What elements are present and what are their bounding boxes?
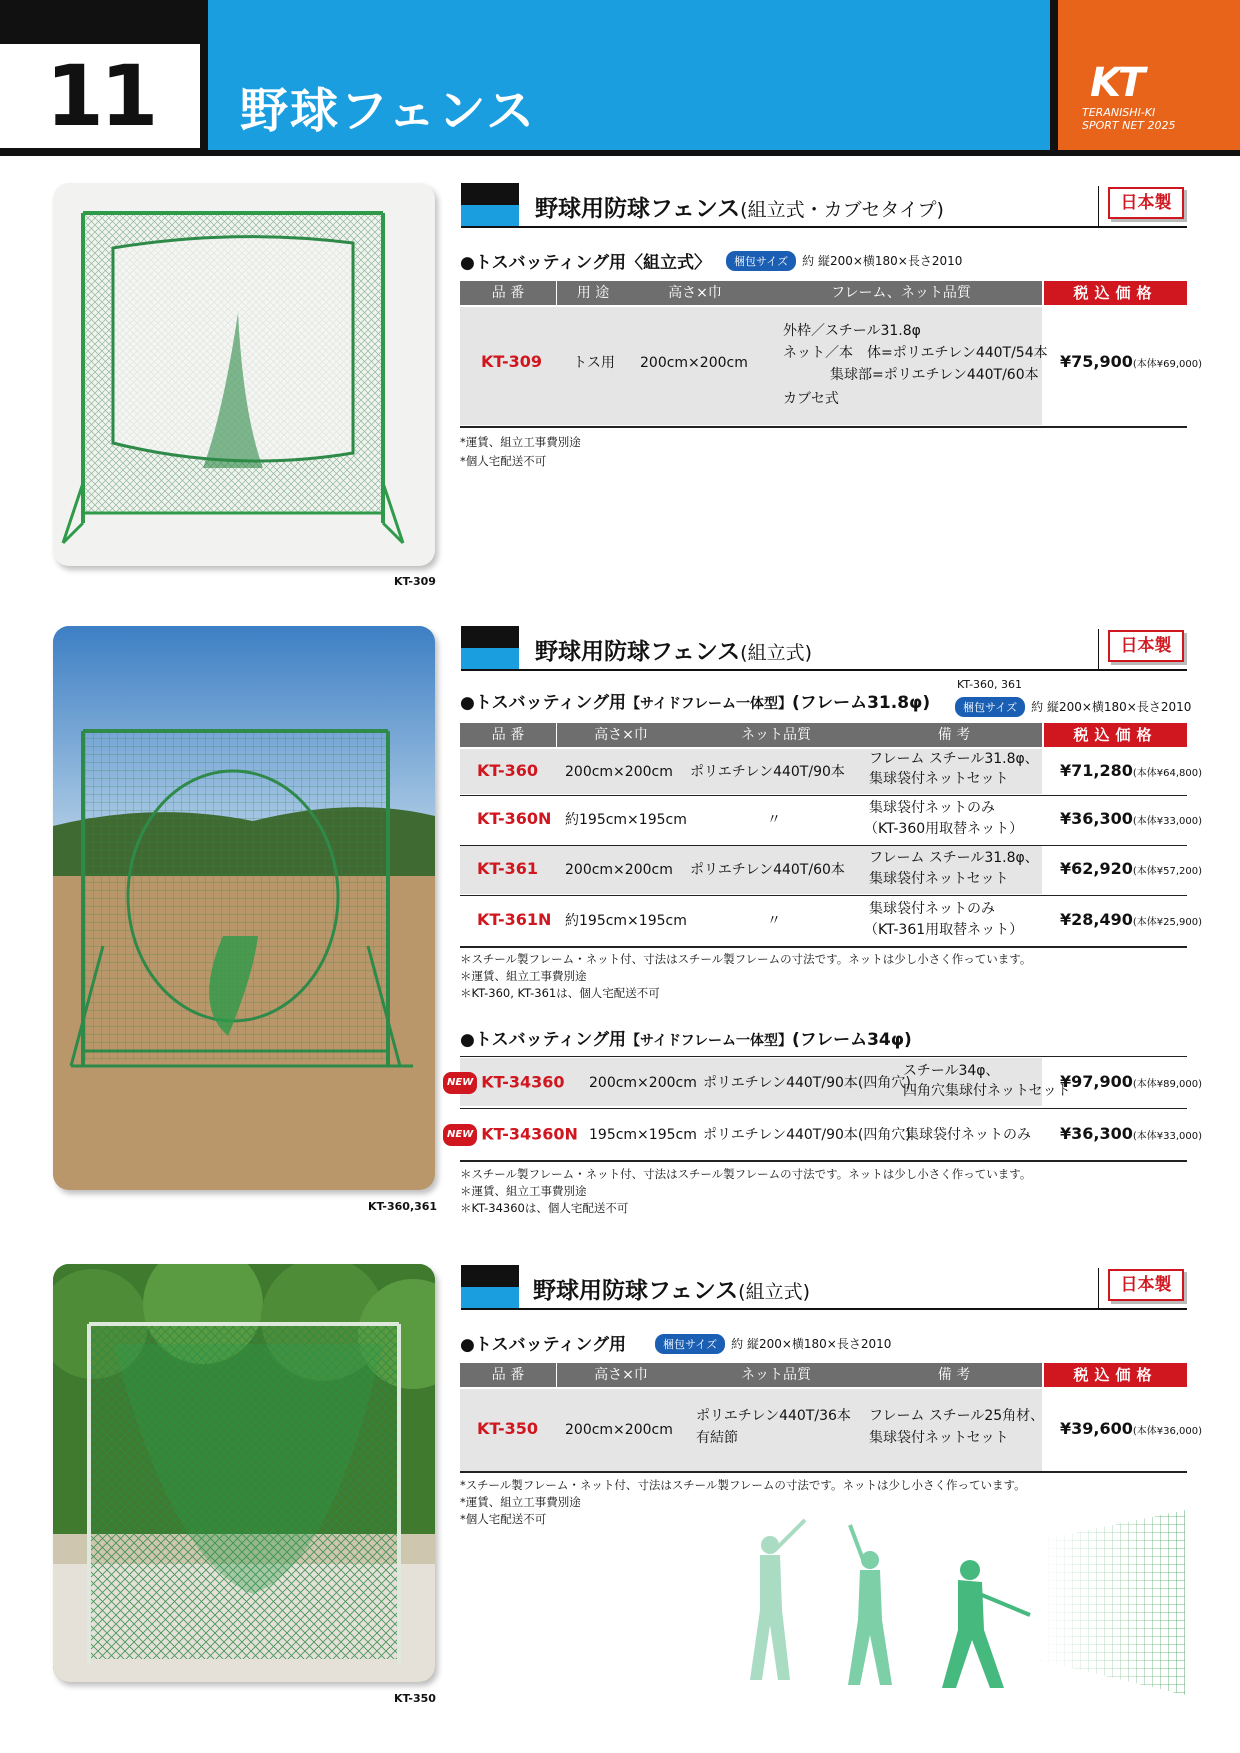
photo-caption: KT-350	[394, 1692, 436, 1705]
package-size: 梱包サイズ 約 縦200×横180×長さ2010	[655, 1334, 891, 1354]
product-code: KT-361N	[477, 910, 552, 929]
table-header: 品 番 高さ×巾 ネット品質 備 考	[460, 1363, 1042, 1387]
note: ＊KT-360, KT-361は、個人宅配送不可	[460, 986, 660, 1000]
size-cell: 200cm×200cm	[640, 355, 748, 371]
product-code: NEW KT-34360N	[443, 1124, 578, 1146]
remark-line: （KT-361用取替ネット）	[864, 922, 1024, 938]
batter-silhouettes-decoration	[720, 1500, 1190, 1700]
spec-line: 集球部=ポリエチレン440T/60本	[830, 367, 1039, 383]
brand-tagline: TERANISHI-KI SPORT NET 2025	[1082, 106, 1176, 132]
made-in-japan-badge: 日本製	[1108, 630, 1184, 662]
size-cell: 約195cm×195cm	[565, 913, 687, 929]
net-cell: ポリエチレン440T/36本	[696, 1408, 851, 1424]
price: ¥97,900(本体¥89,000)	[1060, 1072, 1203, 1091]
made-in-japan-badge: 日本製	[1108, 187, 1184, 219]
spec-line: カブセ式	[783, 391, 839, 407]
model-label: KT-360, 361	[957, 678, 1023, 691]
table-rule	[460, 946, 1187, 948]
note: *個人宅配送不可	[460, 454, 547, 468]
price: ¥36,300(本体¥33,000)	[1060, 1124, 1203, 1143]
divider	[1098, 1268, 1099, 1308]
price: ¥39,600(本体¥36,000)	[1060, 1419, 1203, 1438]
product-photo-kt309	[53, 183, 435, 566]
size-cell: 200cm×200cm	[589, 1075, 697, 1091]
section-title: 野球用防球フェンス(組立式・カブセタイプ)	[535, 196, 944, 222]
use-cell: トス用	[573, 355, 615, 371]
net-cell: 〃	[767, 812, 781, 828]
table-rule	[460, 1471, 1187, 1473]
section-rule	[461, 1308, 1187, 1310]
price-header: 税込価格	[1044, 281, 1187, 305]
net-cell: 〃	[767, 913, 781, 929]
net-cell: ポリエチレン440T/60本	[690, 862, 845, 878]
product-subtitle: ●トスバッティング用【サイドフレーム一体型】(フレーム34φ)	[460, 1030, 912, 1050]
made-in-japan-badge: 日本製	[1108, 1269, 1184, 1301]
remark-line: 集球袋付ネットのみ	[869, 800, 995, 816]
product-subtitle: ●トスバッティング用	[460, 1335, 626, 1355]
section-rule	[461, 226, 1187, 228]
section-title: 野球用防球フェンス(組立式)	[533, 1278, 810, 1304]
net-frame-illustration	[53, 626, 435, 1190]
batter-silhouette	[942, 1560, 1030, 1688]
divider	[1098, 186, 1099, 226]
size-cell: 200cm×200cm	[565, 764, 673, 780]
section-marker	[461, 626, 519, 670]
brand-logo: KT	[1090, 60, 1143, 106]
spec-line: ネット／本 体=ポリエチレン440T/54本	[783, 345, 1048, 361]
remark-line: 集球袋付ネットセット	[869, 1430, 1009, 1446]
section-rule	[461, 669, 1187, 671]
package-size: 梱包サイズ 約 縦200×横180×長さ2010	[955, 697, 1191, 717]
price: ¥71,280(本体¥64,800)	[1060, 761, 1203, 780]
remark-line: スチール34φ、	[903, 1063, 1000, 1079]
size-cell: 200cm×200cm	[565, 1422, 673, 1438]
note: ＊運賃、組立工事費別途	[460, 1184, 587, 1198]
table-header: 品 番 用 途 高さ×巾 フレーム、ネット品質	[460, 281, 1042, 305]
divider	[1098, 629, 1099, 669]
note: *運賃、組立工事費別途	[460, 1495, 581, 1509]
page-title: 野球フェンス	[240, 83, 537, 139]
price-header: 税込価格	[1044, 723, 1187, 747]
remark-line: 集球袋付ネットセット	[869, 871, 1009, 887]
product-code: KT-360N	[477, 809, 552, 828]
spec-line: 外枠／スチール31.8φ	[783, 323, 921, 339]
size-cell: 約195cm×195cm	[565, 812, 687, 828]
note: ＊運賃、組立工事費別途	[460, 969, 587, 983]
size-cell: 200cm×200cm	[565, 862, 673, 878]
product-code: KT-350	[477, 1419, 538, 1438]
section-marker	[461, 1265, 519, 1309]
photo-caption: KT-309	[394, 575, 436, 588]
remark-line: フレーム スチール31.8φ、	[869, 751, 1039, 767]
table-rule	[460, 1056, 1187, 1057]
new-badge: NEW	[443, 1072, 477, 1094]
product-code: KT-361	[477, 859, 538, 878]
price: ¥62,920(本体¥57,200)	[1060, 859, 1203, 878]
remark-line: 集球袋付ネットのみ	[869, 901, 995, 917]
remark-line: フレーム スチール31.8φ、	[869, 850, 1039, 866]
note: ＊スチール製フレーム・ネット付、寸法はスチール製フレームの寸法です。ネットは少し小さく作っています。	[460, 952, 1032, 966]
batter-silhouette	[750, 1520, 805, 1680]
note: ＊KT-34360は、個人宅配送不可	[460, 1201, 629, 1215]
remark-line: 四角穴集球付ネットセット	[903, 1083, 1071, 1099]
net-frame-illustration	[53, 1264, 435, 1682]
table-rule	[460, 1160, 1187, 1162]
product-code: KT-360	[477, 761, 538, 780]
net-cell: 有結節	[696, 1430, 738, 1446]
photo-caption: KT-360,361	[368, 1200, 438, 1213]
section-marker	[461, 183, 519, 227]
product-photo-kt350	[53, 1264, 435, 1682]
note: ＊スチール製フレーム・ネット付、寸法はスチール製フレームの寸法です。ネットは少し小さく作っています。	[460, 1167, 1032, 1181]
product-photo-kt360	[53, 626, 435, 1190]
price: ¥36,300(本体¥33,000)	[1060, 809, 1203, 828]
remark-line: 集球袋付ネットのみ	[905, 1127, 1031, 1143]
package-size: 梱包サイズ 約 縦200×横180×長さ2010	[726, 251, 962, 271]
product-code: KT-309	[481, 352, 542, 371]
table-rule	[460, 426, 1187, 428]
price-header: 税込価格	[1044, 1363, 1187, 1387]
price: ¥28,490(本体¥25,900)	[1060, 910, 1203, 929]
remark-line: 集球袋付ネットセット	[869, 771, 1009, 787]
remark-line: フレーム スチール25角材、	[869, 1408, 1045, 1424]
size-cell: 195cm×195cm	[589, 1127, 697, 1143]
product-code: NEW KT-34360	[443, 1072, 565, 1094]
table-header: 品 番 高さ×巾 ネット品質 備 考	[460, 723, 1042, 747]
batter-silhouette	[848, 1525, 892, 1685]
product-subtitle: ●トスバッティング用【サイドフレーム一体型】(フレーム31.8φ)	[460, 693, 931, 713]
net-frame-illustration	[53, 183, 435, 566]
note: *スチール製フレーム・ネット付、寸法はスチール製フレームの寸法です。ネットは少し小さく作っています。	[460, 1478, 1026, 1492]
remark-line: （KT-360用取替ネット）	[864, 821, 1024, 837]
section-title: 野球用防球フェンス(組立式)	[535, 639, 812, 665]
net-cell: ポリエチレン440T/90本(四角穴)	[703, 1075, 911, 1091]
page-number: 11	[0, 44, 200, 148]
note: *運賃、組立工事費別途	[460, 435, 581, 449]
product-subtitle: ●トスバッティング用〈組立式〉	[460, 253, 711, 273]
new-badge: NEW	[443, 1124, 477, 1146]
net-cell: ポリエチレン440T/90本	[690, 764, 845, 780]
price: ¥75,900(本体¥69,000)	[1060, 352, 1203, 371]
note: *個人宅配送不可	[460, 1512, 547, 1526]
net-cell: ポリエチレン440T/90本(四角穴)	[703, 1127, 911, 1143]
